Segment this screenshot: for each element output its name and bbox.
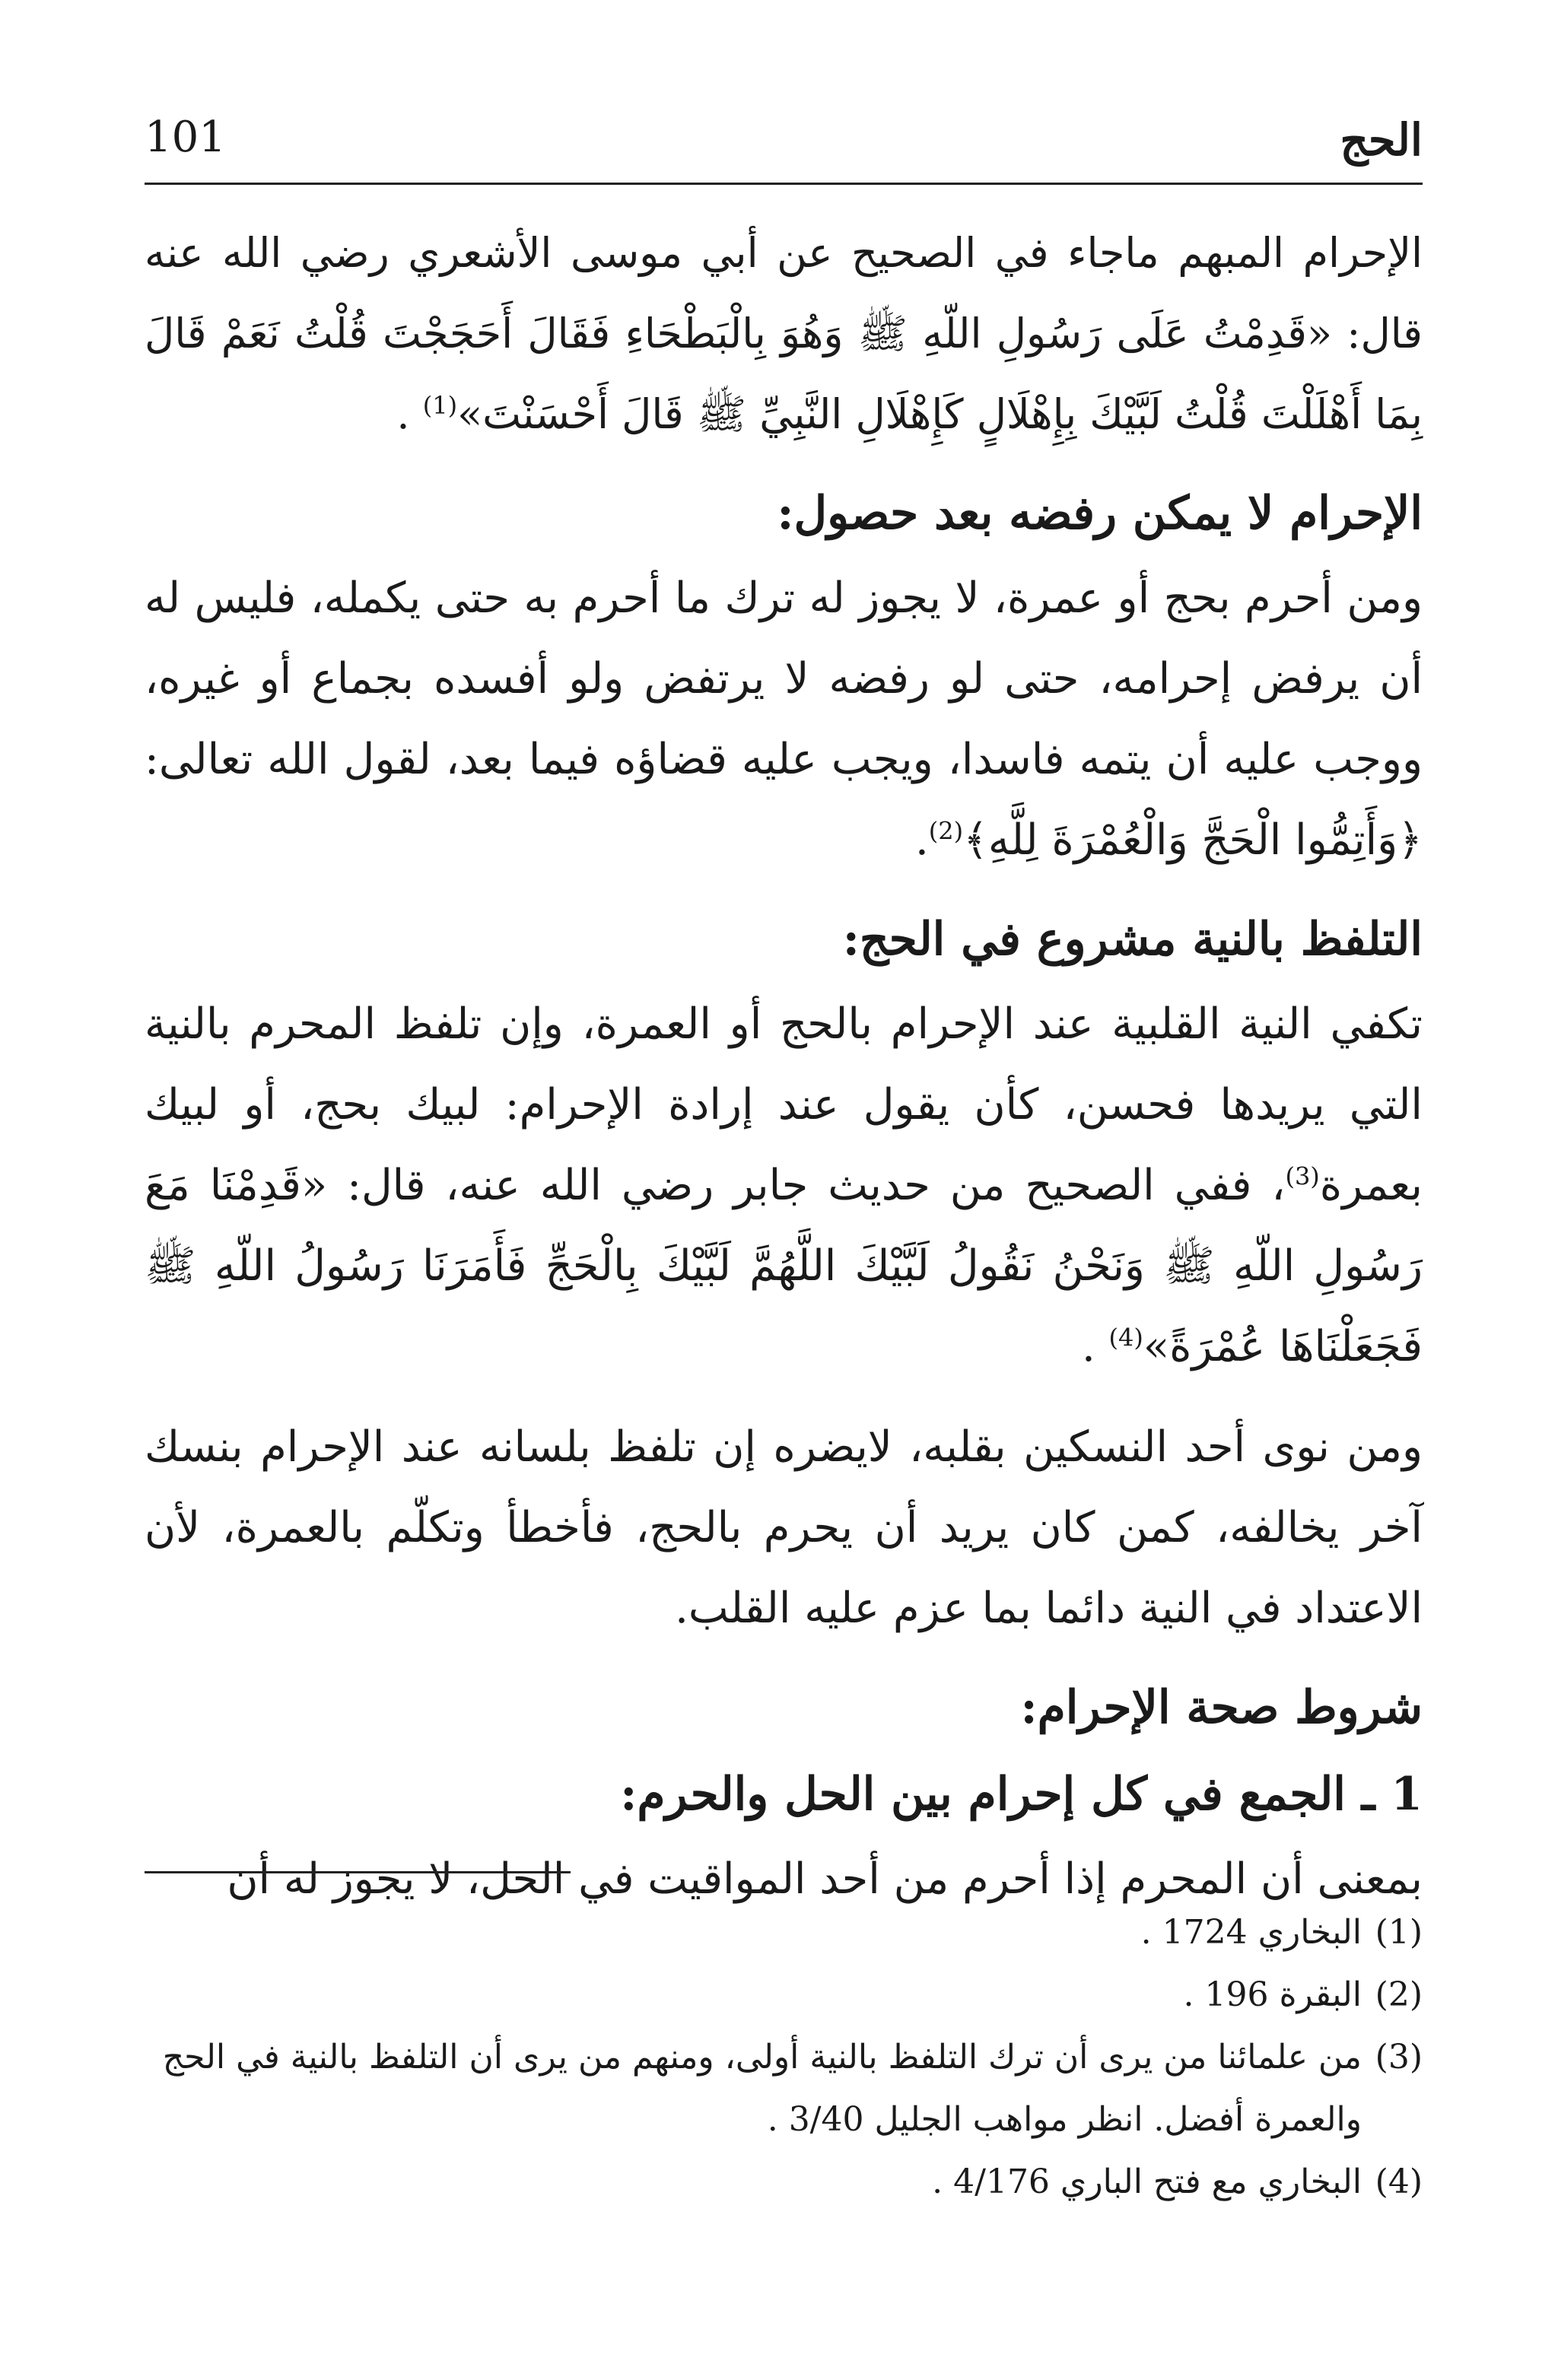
book-page: [145, 99, 1423, 2305]
paragraph-niyyah: ومن نوى أحد النسكين بقلبه، لايضره إن تلفظ بلسانه عند الإحرام بنسك آخر يخالفه، كمن كان يريد أن يحرم بالحج، فأخطأ وتكلّم بالعمرة، لأن الاعتداد في النية دائما بما عزم عليه القلب.: [145, 1422, 1423, 1633]
footnote-item: [145, 2151, 1423, 2213]
paragraph-ihram-mubham: [145, 213, 1423, 455]
footnote-item: [145, 1964, 1423, 2026]
footnote-ref-3: (3): [1285, 1161, 1320, 1191]
paragraph-text: تكفي النية القلبية عند الإحرام بالحج أو العمرة، وإن تلفظ المحرم بالنية التي يريدها فحسن، كأن يقول عند إرادة الإحرام: لبيك بحج، أو لبيك بعمرة: [145, 999, 1423, 1210]
condition-item-1: 1 ـ الجمع في كل إحرام بين الحل والحرم:: [620, 1768, 1423, 1821]
footnote-divider: [145, 1871, 571, 1873]
footnote-item: [145, 2026, 1423, 2151]
paragraph-talaffuz: [145, 984, 1423, 1387]
page-header: [145, 99, 1423, 185]
footnote-item: [145, 1902, 1423, 1964]
paragraph-text: الإحرام المبهم ماجاء في الصحيح عن أبي موسى الأشعري رضي الله عنه قال: «قَدِمْتُ عَلَى رَسُولِ اللّهِ ﷺ وَهُوَ بِالْبَطْحَاءِ فَقَالَ أَحَجَجْتَ قُلْتُ نَعَمْ قَالَ بِمَا أَهْلَلْتَ قُلْتُ لَبَّيْكَ بِإِهْلَالٍ كَإِهْلَالِ النَّبِيِّ ﷺ قَالَ أَحْسَنْتَ»: [145, 229, 1423, 438]
footnote-text: البخاري 1724 .: [1140, 1913, 1362, 1952]
footnote-number: (2): [1375, 1975, 1423, 2014]
footnote-ref-1: (1): [422, 391, 458, 420]
footnote-number: (1): [1375, 1913, 1423, 1952]
footnote-ref-2: (2): [928, 816, 964, 846]
footnote-ref-4: (4): [1108, 1323, 1143, 1352]
paragraph-text: ومن أحرم بحج أو عمرة، لا يجوز له ترك ما أحرم به حتى يكمله، فليس له أن يرفض إحرامه، حتى لو رفضه لا يرتفض ولو أفسده بجماع أو غيره، ووجب عليه أن يتمه فاسدا، ويجب عليه قضاؤه فيما بعد، لقول الله تعالى: ﴿وَأَتِمُّوا الْحَجَّ وَالْعُمْرَةَ لِلَّهِ﴾: [145, 574, 1423, 865]
paragraph-end: .: [1081, 1322, 1109, 1371]
footnotes: [145, 1902, 1423, 2213]
paragraph-text-cont: ، ففي الصحيح من حديث جابر رضي الله عنه، قال: «قَدِمْنَا مَعَ رَسُولِ اللّهِ ﷺ وَنَحْنُ نَقُولُ لَبَّيْكَ اللَّهُمَّ لَبَّيْكَ بِالْحَجِّ فَأَمَرَنَا رَسُولُ اللّهِ ﷺ فَجَعَلْنَاهَا عُمْرَةً»: [145, 1161, 1423, 1371]
paragraph-no-cancel: [145, 558, 1423, 881]
footnote-number: (4): [1375, 2162, 1423, 2201]
paragraph-condition-1: بمعنى أن المحرم إذا أحرم من أحد المواقيت في الحل، لا يجوز له أن: [227, 1854, 1423, 1904]
body-text: [145, 213, 1423, 1920]
footnote-text: البخاري مع فتح الباري 4/176 .: [932, 2162, 1362, 2201]
footnote-text: البقرة 196 .: [1183, 1975, 1362, 2014]
section-heading-no-cancel: الإحرام لا يمكن رفضه بعد حصول:: [777, 487, 1423, 540]
paragraph-end: .: [914, 815, 929, 865]
section-heading-talaffuz: التلفظ بالنية مشروع في الحج:: [842, 913, 1423, 966]
footnote-number: (3): [1375, 2038, 1423, 2077]
paragraph-end: .: [396, 390, 423, 438]
spacer: [145, 1387, 1423, 1407]
running-title: الحج: [1340, 114, 1423, 166]
section-heading-conditions: شروط صحة الإحرام:: [1020, 1681, 1423, 1734]
page-number: 101: [145, 113, 226, 162]
footnote-text: من علمائنا من يرى أن ترك التلفظ بالنية أولى، ومنهم من يرى أن التلفظ بالنية في الحج والعمرة أفضل. انظر مواهب الجليل 3/40 .: [162, 2038, 1362, 2139]
